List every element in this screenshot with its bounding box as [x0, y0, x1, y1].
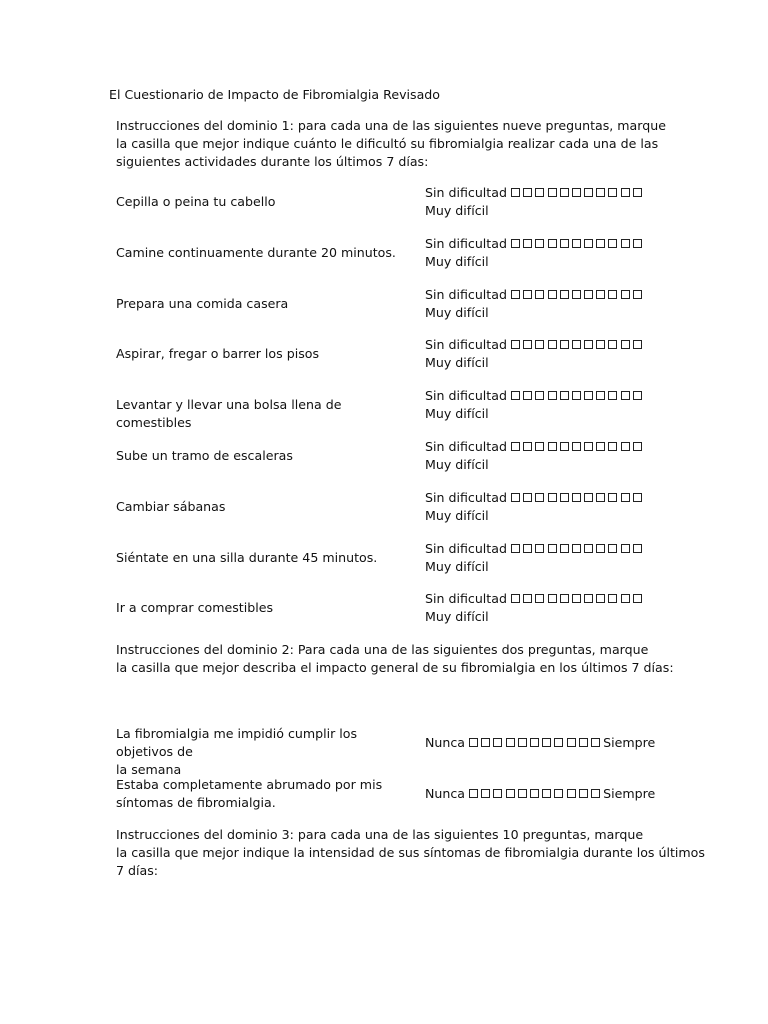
scale-checkbox[interactable] [560, 544, 569, 553]
scale-end-label: Muy difícil [425, 355, 489, 371]
scale-start-label: Sin dificultad [425, 235, 511, 251]
scale-checkbox[interactable] [579, 789, 588, 798]
scale-start-label: Sin dificultad [425, 489, 511, 505]
checkbox-scale [511, 337, 645, 352]
scale-checkbox[interactable] [579, 738, 588, 747]
scale-checkbox[interactable] [518, 738, 527, 747]
scale-start-label: Sin dificultad [425, 286, 511, 302]
answer-scale [425, 590, 645, 626]
scale-checkbox[interactable] [621, 188, 630, 197]
scale-checkbox[interactable] [633, 188, 642, 197]
answer-scale [425, 540, 645, 576]
scale-checkbox[interactable] [560, 594, 569, 603]
scale-checkbox[interactable] [621, 391, 630, 400]
answer-scale [425, 438, 645, 474]
question-label: Ir a comprar comestibles [116, 600, 274, 616]
scale-checkbox[interactable] [523, 239, 532, 248]
question-label: Levantar y llevar una bolsa llena de comestibles [116, 397, 342, 431]
scale-checkbox[interactable] [633, 290, 642, 299]
scale-checkbox[interactable] [511, 340, 520, 349]
checkbox-scale [511, 236, 645, 251]
instruction-line: la casilla que mejor indique la intensidad de sus síntomas de fibromialgia durante los últimos [116, 845, 705, 860]
scale-checkbox[interactable] [572, 239, 581, 248]
scale-checkbox[interactable] [608, 594, 617, 603]
scale-checkbox[interactable] [511, 290, 520, 299]
scale-checkbox[interactable] [523, 188, 532, 197]
scale-checkbox[interactable] [621, 594, 630, 603]
scale-checkbox[interactable] [596, 290, 605, 299]
document-title: El Cuestionario de Impacto de Fibromialgia Revisado [109, 87, 441, 102]
scale-checkbox[interactable] [572, 442, 581, 451]
scale-checkbox[interactable] [572, 340, 581, 349]
scale-checkbox[interactable] [493, 789, 502, 798]
scale-checkbox[interactable] [596, 594, 605, 603]
scale-checkbox[interactable] [548, 442, 557, 451]
scale-checkbox[interactable] [469, 738, 478, 747]
scale-checkbox[interactable] [633, 340, 642, 349]
scale-checkbox[interactable] [523, 391, 532, 400]
scale-checkbox[interactable] [596, 239, 605, 248]
scale-checkbox[interactable] [535, 290, 544, 299]
scale-end-label: Siempre [603, 786, 656, 801]
scale-checkbox[interactable] [469, 789, 478, 798]
scale-checkbox[interactable] [511, 544, 520, 553]
scale-checkbox[interactable] [633, 442, 642, 451]
scale-checkbox[interactable] [572, 290, 581, 299]
scale-checkbox[interactable] [572, 493, 581, 502]
checkbox-scale [469, 786, 603, 801]
scale-start-label: Nunca [425, 735, 470, 750]
question-label: Cambiar sábanas [116, 498, 226, 514]
answer-scale [425, 785, 655, 803]
scale-checkbox[interactable] [511, 188, 520, 197]
instruction-line: la casilla que mejor indique cuánto le dificultó su fibromialgia realizar cada una de las [116, 136, 659, 151]
scale-checkbox[interactable] [560, 290, 569, 299]
scale-checkbox[interactable] [608, 442, 617, 451]
scale-checkbox[interactable] [560, 391, 569, 400]
scale-start-label: Sin dificultad [425, 185, 511, 200]
scale-checkbox[interactable] [511, 239, 520, 248]
scale-checkbox[interactable] [596, 188, 605, 197]
scale-checkbox[interactable] [584, 544, 593, 553]
scale-checkbox[interactable] [535, 442, 544, 451]
scale-checkbox[interactable] [633, 239, 642, 248]
scale-checkbox[interactable] [548, 594, 557, 603]
scale-checkbox[interactable] [535, 391, 544, 400]
scale-checkbox[interactable] [560, 239, 569, 248]
answer-scale [425, 184, 645, 220]
scale-checkbox[interactable] [633, 493, 642, 502]
answer-scale [425, 235, 645, 271]
checkbox-scale [511, 185, 645, 200]
scale-checkbox[interactable] [584, 290, 593, 299]
scale-checkbox[interactable] [596, 544, 605, 553]
scale-checkbox[interactable] [596, 493, 605, 502]
scale-checkbox[interactable] [548, 544, 557, 553]
scale-checkbox[interactable] [633, 544, 642, 553]
scale-checkbox[interactable] [608, 239, 617, 248]
scale-checkbox[interactable] [621, 493, 630, 502]
answer-scale [425, 286, 645, 322]
question-label: Sube un tramo de escaleras [116, 448, 293, 463]
scale-checkbox[interactable] [481, 789, 490, 798]
question-line: Estaba completamente abrumado por mis [116, 777, 383, 792]
scale-checkbox[interactable] [567, 789, 576, 798]
scale-checkbox[interactable] [554, 789, 563, 798]
instruction-line: Instrucciones del dominio 1: para cada una de las siguientes nueve preguntas, marque [116, 118, 666, 133]
scale-checkbox[interactable] [548, 391, 557, 400]
scale-checkbox[interactable] [608, 340, 617, 349]
question-line: La fibromialgia me impidió cumplir los objetivos de [116, 726, 358, 759]
scale-checkbox[interactable] [608, 391, 617, 400]
domain3-instructions [116, 826, 705, 880]
checkbox-scale [469, 735, 603, 750]
scale-end-label: Muy difícil [425, 609, 489, 625]
scale-checkbox[interactable] [542, 738, 551, 747]
scale-checkbox[interactable] [548, 188, 557, 197]
scale-checkbox[interactable] [560, 442, 569, 451]
scale-end-label: Muy difícil [425, 203, 489, 218]
scale-start-label: Sin dificultad [425, 388, 511, 404]
scale-checkbox[interactable] [511, 594, 520, 603]
scale-checkbox[interactable] [608, 493, 617, 502]
scale-checkbox[interactable] [621, 290, 630, 299]
scale-checkbox[interactable] [584, 391, 593, 400]
scale-checkbox[interactable] [548, 493, 557, 502]
scale-checkbox[interactable] [584, 340, 593, 349]
scale-checkbox[interactable] [535, 239, 544, 248]
scale-end-label: Siempre [603, 735, 656, 750]
scale-checkbox[interactable] [518, 789, 527, 798]
scale-checkbox[interactable] [608, 290, 617, 299]
question-label [116, 725, 416, 779]
answer-scale [425, 336, 645, 372]
checkbox-scale [511, 541, 645, 556]
domain2-instructions [116, 641, 674, 677]
scale-checkbox[interactable] [554, 738, 563, 747]
scale-checkbox[interactable] [572, 188, 581, 197]
scale-checkbox[interactable] [572, 544, 581, 553]
scale-checkbox[interactable] [548, 290, 557, 299]
scale-checkbox[interactable] [633, 391, 642, 400]
scale-checkbox[interactable] [591, 738, 600, 747]
scale-start-label: Sin dificultad [425, 439, 511, 454]
scale-end-label: Muy difícil [425, 558, 489, 574]
scale-checkbox[interactable] [530, 789, 539, 798]
scale-checkbox[interactable] [621, 340, 630, 349]
question-label: Siéntate en una silla durante 45 minutos. [116, 549, 378, 565]
scale-checkbox[interactable] [584, 442, 593, 451]
scale-checkbox[interactable] [506, 789, 515, 798]
scale-end-label: Muy difícil [425, 507, 489, 523]
scale-checkbox[interactable] [591, 789, 600, 798]
scale-checkbox[interactable] [523, 493, 532, 502]
scale-checkbox[interactable] [572, 594, 581, 603]
instruction-line: siguientes actividades durante los últimos 7 días: [116, 154, 429, 169]
scale-checkbox[interactable] [596, 340, 605, 349]
instruction-line: 7 días: [116, 863, 159, 878]
scale-checkbox[interactable] [535, 594, 544, 603]
answer-scale [425, 734, 655, 752]
checkbox-scale [511, 287, 645, 302]
question-label [116, 776, 416, 812]
scale-checkbox[interactable] [493, 738, 502, 747]
checkbox-scale [511, 388, 645, 403]
scale-checkbox[interactable] [608, 188, 617, 197]
scale-start-label: Sin dificultad [425, 540, 511, 556]
scale-end-label: Muy difícil [425, 253, 489, 269]
question-label: Camine continuamente durante 20 minutos. [116, 244, 396, 260]
scale-checkbox[interactable] [572, 391, 581, 400]
scale-end-label: Muy difícil [425, 304, 489, 320]
scale-checkbox[interactable] [621, 239, 630, 248]
scale-checkbox[interactable] [535, 544, 544, 553]
scale-checkbox[interactable] [511, 493, 520, 502]
scale-checkbox[interactable] [511, 391, 520, 400]
question-label: Cepilla o peina tu cabello [116, 194, 276, 209]
scale-checkbox[interactable] [560, 493, 569, 502]
scale-checkbox[interactable] [596, 442, 605, 451]
scale-checkbox[interactable] [535, 493, 544, 502]
scale-checkbox[interactable] [584, 239, 593, 248]
scale-end-label: Muy difícil [425, 406, 489, 422]
answer-scale [425, 489, 645, 525]
instruction-line: Instrucciones del dominio 2: Para cada una de las siguientes dos preguntas, marque [116, 642, 649, 657]
checkbox-scale [511, 490, 645, 505]
instruction-line: la casilla que mejor describa el impacto general de su fibromialgia en los últimos 7 días: [116, 660, 674, 675]
question-label: Aspirar, fregar o barrer los pisos [116, 346, 320, 362]
scale-checkbox[interactable] [523, 340, 532, 349]
scale-checkbox[interactable] [523, 290, 532, 299]
scale-checkbox[interactable] [511, 442, 520, 451]
scale-checkbox[interactable] [535, 188, 544, 197]
instruction-line: Instrucciones del dominio 3: para cada una de las siguientes 10 preguntas, marque [116, 827, 644, 842]
scale-checkbox[interactable] [523, 442, 532, 451]
scale-start-label: Sin dificultad [425, 591, 511, 607]
scale-checkbox[interactable] [542, 789, 551, 798]
checkbox-scale [511, 439, 645, 454]
scale-checkbox[interactable] [530, 738, 539, 747]
scale-start-label: Sin dificultad [425, 337, 511, 353]
checkbox-scale [511, 591, 645, 606]
answer-scale [425, 387, 645, 423]
scale-checkbox[interactable] [584, 594, 593, 603]
scale-checkbox[interactable] [548, 340, 557, 349]
scale-checkbox[interactable] [506, 738, 515, 747]
question-line: la semana [116, 762, 182, 777]
scale-checkbox[interactable] [523, 594, 532, 603]
scale-checkbox[interactable] [560, 188, 569, 197]
scale-checkbox[interactable] [584, 493, 593, 502]
question-label: Prepara una comida casera [116, 295, 289, 311]
scale-checkbox[interactable] [535, 340, 544, 349]
scale-end-label: Muy difícil [425, 457, 489, 472]
scale-checkbox[interactable] [621, 544, 630, 553]
scale-checkbox[interactable] [608, 544, 617, 553]
scale-checkbox[interactable] [567, 738, 576, 747]
scale-checkbox[interactable] [584, 188, 593, 197]
scale-checkbox[interactable] [548, 239, 557, 248]
scale-start-label: Nunca [425, 786, 470, 801]
scale-checkbox[interactable] [481, 738, 490, 747]
scale-checkbox[interactable] [560, 340, 569, 349]
scale-checkbox[interactable] [633, 594, 642, 603]
scale-checkbox[interactable] [596, 391, 605, 400]
domain1-instructions [116, 117, 666, 171]
question-line: síntomas de fibromialgia. [116, 795, 276, 810]
scale-checkbox[interactable] [621, 442, 630, 451]
scale-checkbox[interactable] [523, 544, 532, 553]
